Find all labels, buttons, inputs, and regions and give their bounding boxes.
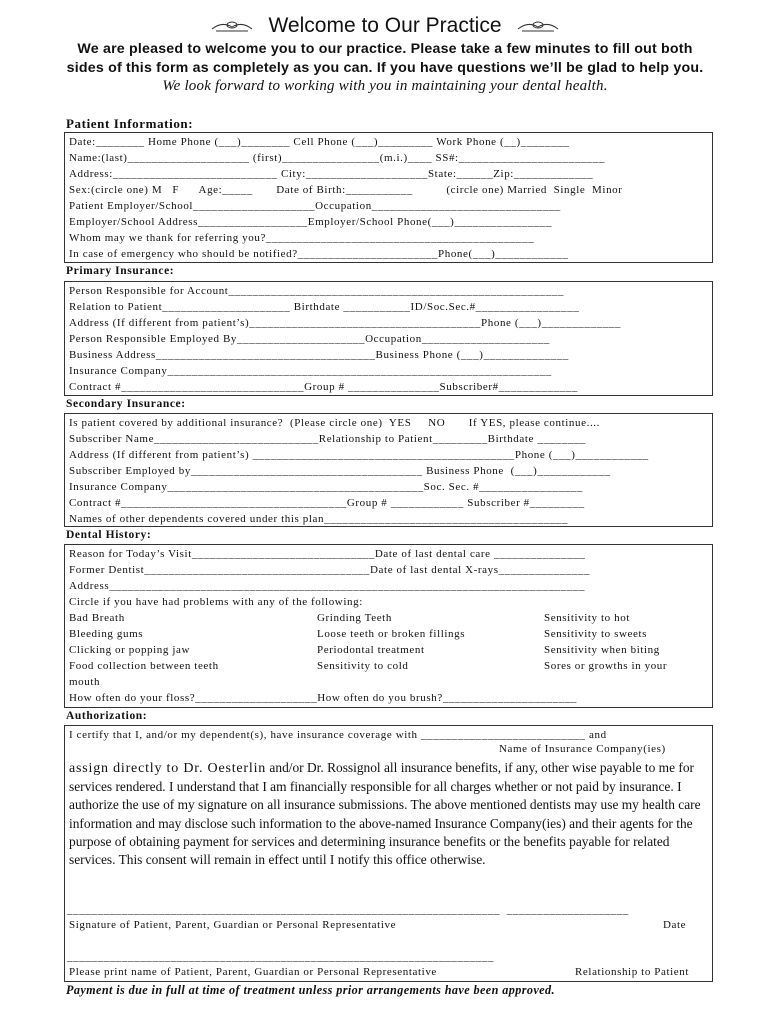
patient-line[interactable]: Sex:(circle one) M F Age:_____ Date of Birth:___________ (circle one) Married Single Minor xyxy=(69,184,623,196)
patient-line[interactable]: Whom may we thank for referring you?____________________________________________ xyxy=(69,232,535,244)
primary-line[interactable]: Address (If different from patient’s)______________________________________Phone (___)_____________ xyxy=(69,317,621,329)
intro-paragraph xyxy=(60,40,710,96)
primary-line[interactable]: Business Address____________________________________Business Phone (___)______________ xyxy=(69,349,569,361)
secondary-line[interactable]: Address (If different from patient’s) ___________________________________________Phone (___)____________ xyxy=(69,449,649,461)
problem-item[interactable]: Sensitivity to cold xyxy=(317,660,409,672)
secondary-line[interactable]: Is patient covered by additional insurance? (Please circle one) YES NO If YES, please continue.... xyxy=(69,417,601,429)
flourish-right-icon xyxy=(516,17,560,35)
primary-insurance-title: Primary Insurance: xyxy=(66,265,175,277)
problem-item[interactable]: Periodontal treatment xyxy=(317,644,425,656)
insurance-name-label: Name of Insurance Company(ies) xyxy=(499,743,666,755)
patient-line[interactable]: Name:(last)____________________ (first)________________(m.i.)____ SS#:________________________ xyxy=(69,152,606,164)
print-name-label: Please print name of Patient, Parent, Guardian or Personal Representative xyxy=(69,966,437,978)
signature-label: Signature of Patient, Parent, Guardian or Personal Representative xyxy=(69,919,397,931)
relationship-label: Relationship to Patient xyxy=(575,966,690,978)
patient-line[interactable]: Employer/School Address__________________Employer/School Phone(___)________________ xyxy=(69,216,553,228)
auth-lead: assign directly to Dr. Oesterlin xyxy=(69,761,267,776)
authorization-title: Authorization: xyxy=(66,710,148,722)
title-row xyxy=(0,14,770,38)
intro-bold: We are pleased to welcome you to our practice. Please take a few minutes to fill out both sides of this form as completely as you can. If you have questions we’ll be glad to help you. xyxy=(66,41,704,76)
problem-item[interactable]: Sores or growths in your xyxy=(544,660,668,672)
patient-line[interactable]: Address:___________________________ City:____________________State:______Zip:_____________ xyxy=(69,168,594,180)
dental-history-title: Dental History: xyxy=(66,529,152,541)
dental-line: Circle if you have had problems with any of the following: xyxy=(69,596,363,608)
problem-item[interactable]: Bad Breath xyxy=(69,612,125,624)
payment-notice: Payment is due in full at time of treatment unless prior arrangements have been approved. xyxy=(66,983,555,997)
print-name-line[interactable]: ______________________________________________________________________ xyxy=(67,951,494,963)
problem-item[interactable]: Sensitivity to sweets xyxy=(544,628,648,640)
dental-line[interactable]: Former Dentist_____________________________________Date of last dental X-rays_______________ xyxy=(69,564,591,576)
problem-item[interactable]: Food collection between teeth xyxy=(69,660,219,672)
problem-item[interactable]: Bleeding gums xyxy=(69,628,144,640)
primary-line[interactable]: Contract #______________________________Group # _______________Subscriber#_____________ xyxy=(69,381,578,393)
page-title: Welcome to Our Practice xyxy=(268,14,502,37)
problem-item[interactable]: mouth xyxy=(69,676,101,688)
date-label: Date xyxy=(663,919,687,931)
secondary-line[interactable]: Subscriber Name___________________________Relationship to Patient_________Birthdate ________ xyxy=(69,433,587,445)
patient-info-box xyxy=(64,132,713,263)
problem-item[interactable]: Loose teeth or broken fillings xyxy=(317,628,466,640)
dental-line[interactable]: Reason for Today’s Visit______________________________Date of last dental care _______________ xyxy=(69,548,586,560)
secondary-insurance-title: Secondary Insurance: xyxy=(66,398,186,410)
primary-line[interactable]: Relation to Patient_____________________ Birthdate ___________ID/Soc.Sec.#_________________ xyxy=(69,301,580,313)
patient-line[interactable]: In case of emergency who should be notified?_______________________Phone(___)____________ xyxy=(69,248,569,260)
secondary-line[interactable]: Contract #_____________________________________Group # ____________ Subscriber #_________ xyxy=(69,497,585,509)
secondary-line[interactable]: Names of other dependents covered under this plan________________________________________ xyxy=(69,513,569,525)
signature-line[interactable]: _______________________________________________________________________ ____________________ xyxy=(67,904,629,916)
problem-item[interactable]: Sensitivity when biting xyxy=(544,644,660,656)
dental-frequency-line[interactable]: How often do your floss?____________________How often do you brush?______________________ xyxy=(69,692,578,704)
problem-item[interactable]: Sensitivity to hot xyxy=(544,612,630,624)
authorization-paragraph xyxy=(69,759,709,869)
auth-rest: and/or Dr. Rossignol all insurance benefits, if any, other wise payable to me for services rendered. I understand that I am financially responsible for all charges whether or not paid by insurance. I authorize the use of my signature on all insurance submissions. The above mentioned dentists may use my health care information and may disclose such information to the above-named Insurance Company(ies) and their agents for the purpose of obtaining payment for services and determining insurance benefits or the benefits payable for related services. This consent will remain in effect until I notify this office otherwise. xyxy=(69,760,701,868)
secondary-insurance-box xyxy=(64,413,713,527)
flourish-left-icon xyxy=(210,17,254,35)
problem-item[interactable]: Clicking or popping jaw xyxy=(69,644,191,656)
authorization-box xyxy=(64,725,713,982)
secondary-line[interactable]: Subscriber Employed by______________________________________ Business Phone (___)____________ xyxy=(69,465,611,477)
primary-line[interactable]: Person Responsible Employed By_____________________Occupation_____________________ xyxy=(69,333,550,345)
primary-insurance-box xyxy=(64,281,713,396)
dental-line[interactable]: Address______________________________________________________________________________ xyxy=(69,580,586,592)
primary-line[interactable]: Insurance Company_______________________________________________________________ xyxy=(69,365,552,377)
patient-line[interactable]: Date:________ Home Phone (___)________ Cell Phone (___)_________ Work Phone (__)________ xyxy=(69,136,570,148)
auth-insurance-line[interactable]: I certify that I, and/or my dependent(s), have insurance coverage with ___________________________ and xyxy=(69,729,607,741)
secondary-line[interactable]: Insurance Company__________________________________________Soc. Sec. #_________________ xyxy=(69,481,583,493)
dental-history-box xyxy=(64,544,713,708)
intro-italic: We look forward to working with you in maintaining your dental health. xyxy=(162,78,608,94)
problem-item[interactable]: Grinding Teeth xyxy=(317,612,392,624)
patient-info-title: Patient Information: xyxy=(66,116,194,131)
primary-line[interactable]: Person Responsible for Account_______________________________________________________ xyxy=(69,285,564,297)
patient-line[interactable]: Patient Employer/School____________________Occupation_______________________________ xyxy=(69,200,561,212)
